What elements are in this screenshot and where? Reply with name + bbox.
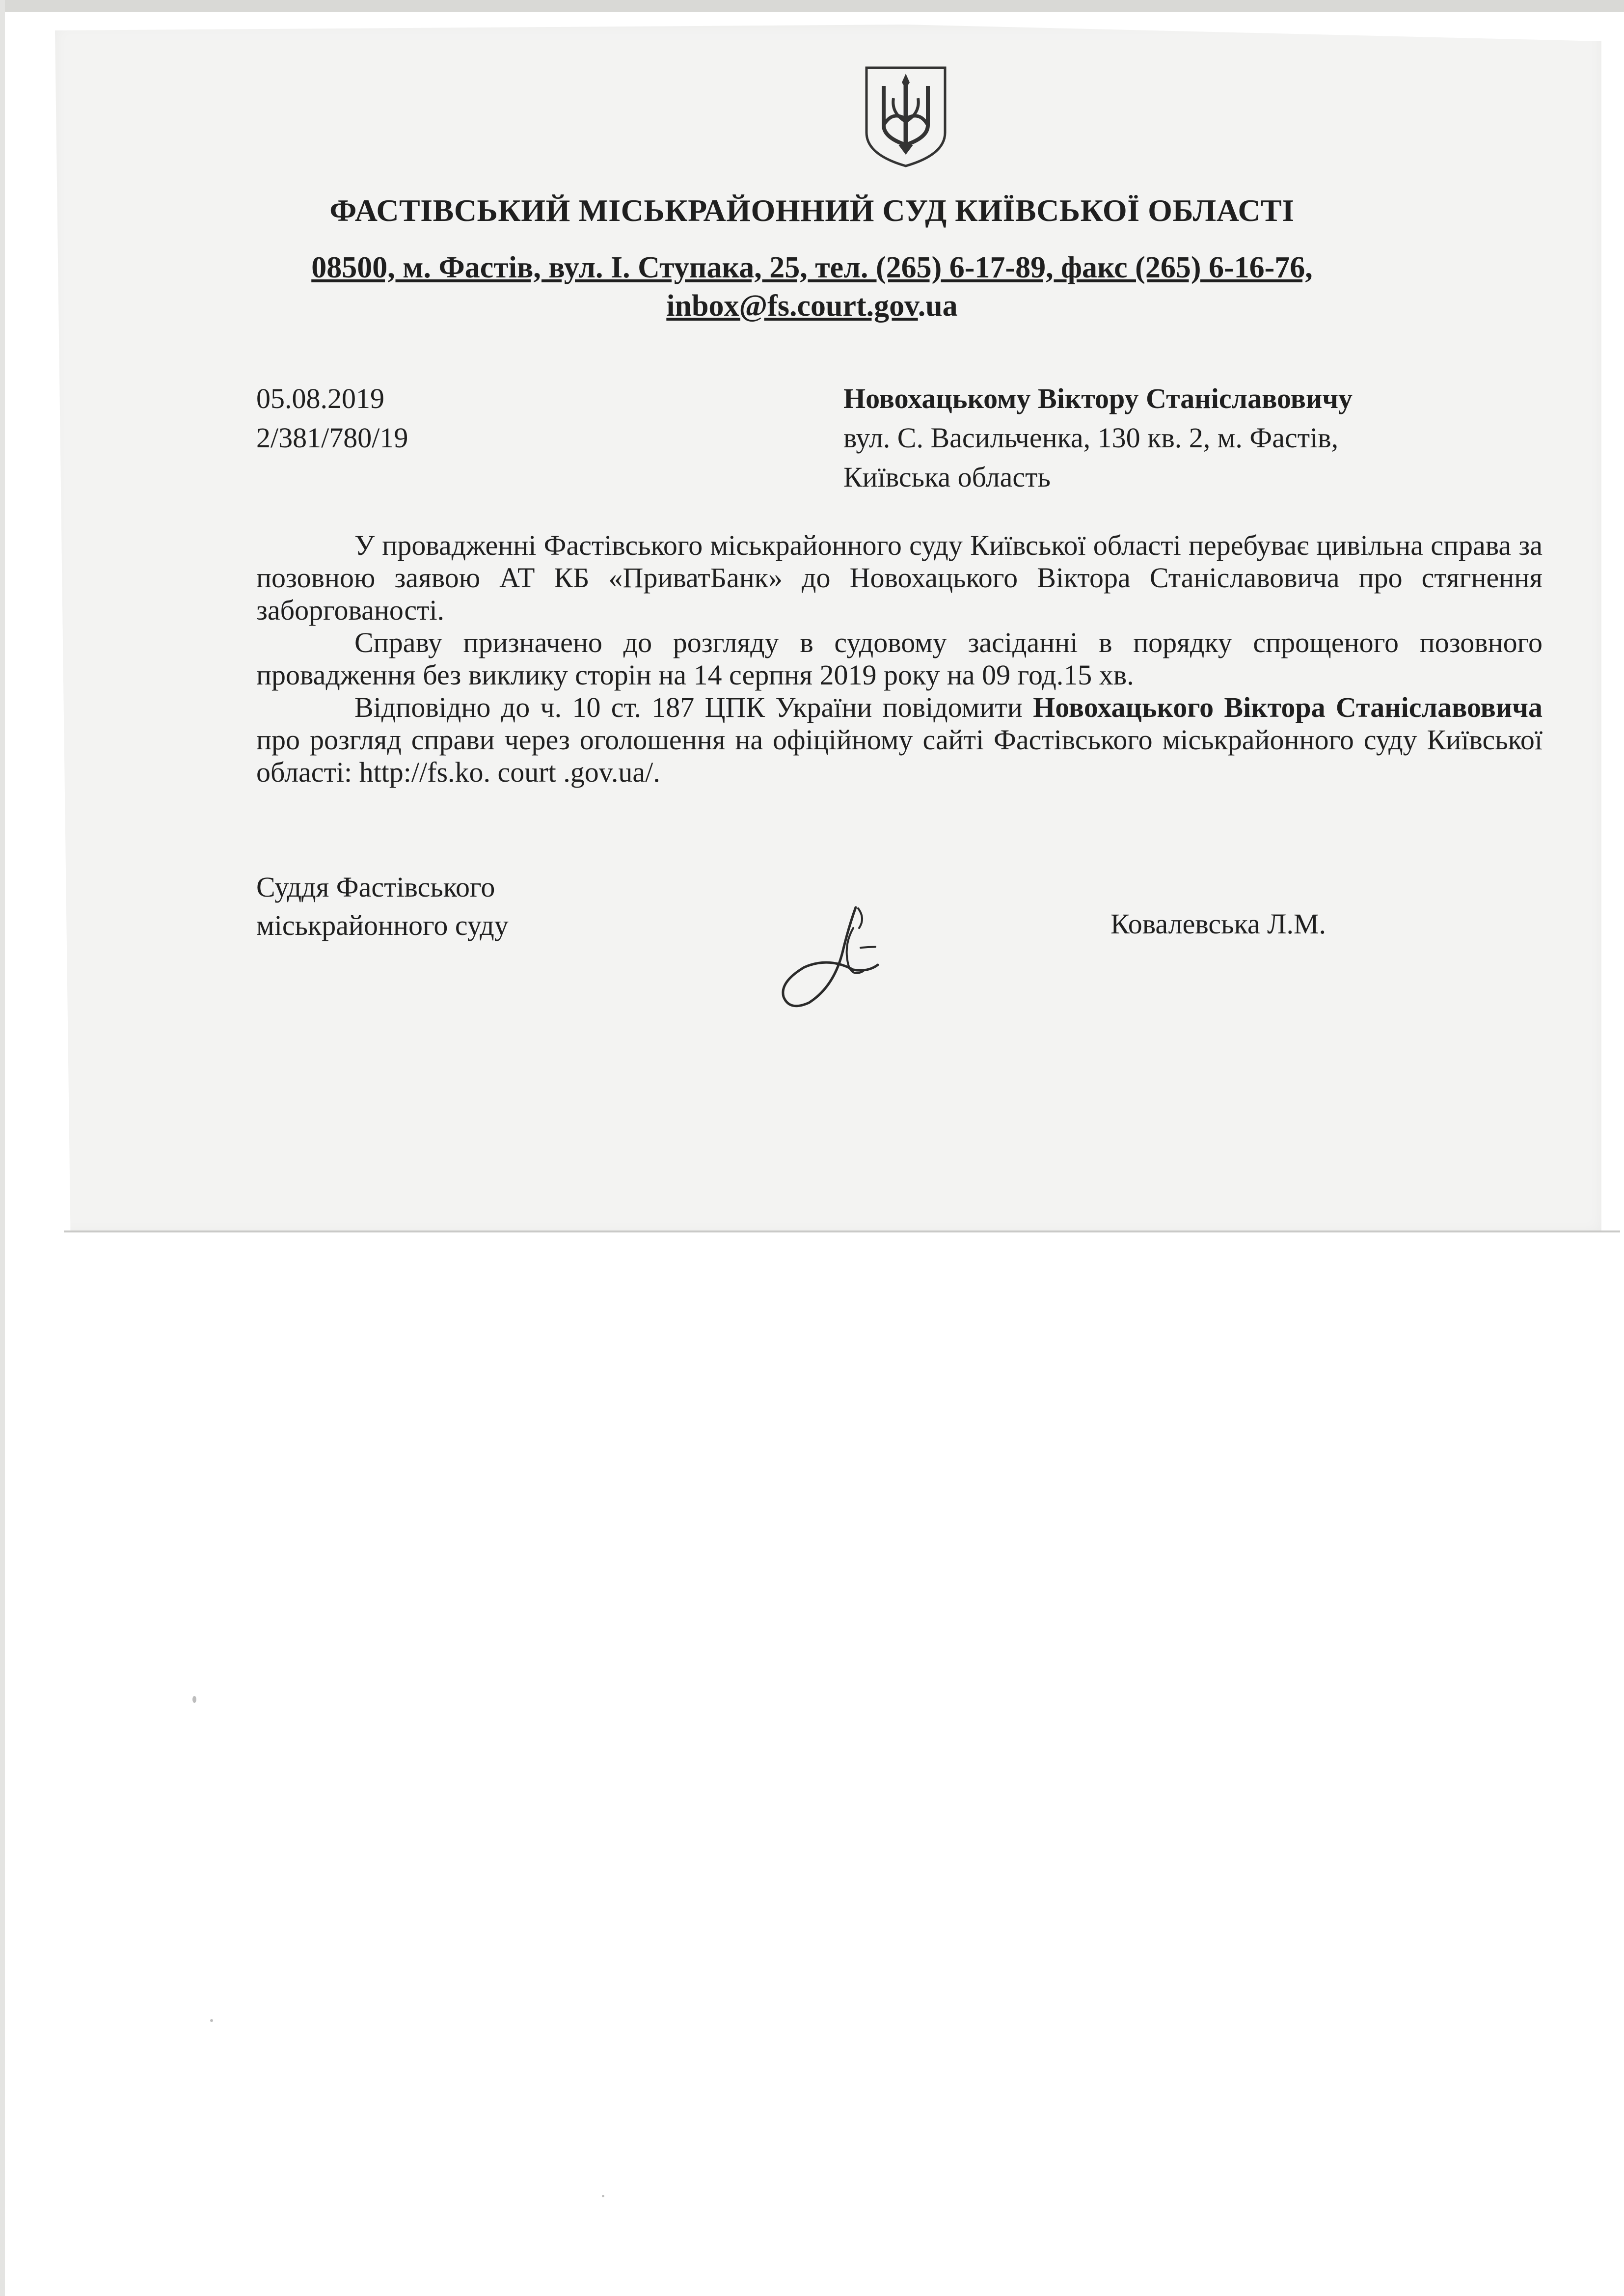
sheet-bottom-edge	[64, 1230, 1620, 1232]
court-name: ФАСТІВСЬКИЙ МІСЬКРАЙОННИЙ СУД КИЇВСЬКОЇ ОБЛАСТІ	[329, 193, 1295, 228]
court-email-tail: .ua	[918, 289, 958, 323]
paragraph-3-name: Новохацького Віктора Станіславовича	[1033, 691, 1543, 723]
recipient-address-line2: Київська область	[843, 461, 1051, 493]
court-email-line	[0, 289, 1624, 324]
scan-speck	[602, 2195, 604, 2197]
court-address: 08500, м. Фастів, вул. І. Ступака, 25, тел. (265) 6-17-89, факс (265) 6-16-76,	[311, 251, 1313, 284]
recipient-address-line1: вул. С. Васильченка, 130 кв. 2, м. Фастів,	[843, 422, 1339, 454]
signer-role-line2: міськрайонного суду	[256, 909, 509, 941]
judge-name: Ковалевська Л.М.	[1110, 908, 1326, 940]
court-email[interactable]: inbox@fs.court.gov	[666, 289, 918, 323]
scan-speck	[192, 1696, 196, 1703]
paragraph-3-rest: про розгляд справи через оголошення на офіційному сайті Фастівського міськрайонного суду Київської області: http://fs.ko. court .gov.ua/.	[256, 724, 1543, 788]
signer-role	[256, 868, 509, 945]
document-meta	[256, 379, 408, 458]
letter-body	[256, 529, 1543, 789]
body-paragraph-1: У провадженні Фастівського міськрайонного суду Київської області перебуває цивільна справа за позовною заявою АТ КБ «ПриватБанк» до Новохацького Віктора Станіславовича про стягнення заборгованості.	[256, 529, 1543, 626]
document-date: 05.08.2019	[256, 383, 384, 414]
body-paragraph-3	[256, 691, 1543, 789]
handwritten-signature	[775, 899, 922, 1016]
scan-edge-top	[0, 0, 1624, 12]
body-paragraph-2: Справу призначено до розгляду в судовому засіданні в порядку спрощеного позовного провадження без виклику сторін на 14 серпня 2019 року на 09 год.15 хв.	[256, 627, 1543, 691]
recipient-name: Новохацькому Віктору Станіславовичу	[843, 383, 1353, 414]
paragraph-3-intro: Відповідно до ч. 10 ст. 187 ЦПК України повідомити	[354, 691, 1033, 723]
trident-emblem-icon	[857, 64, 955, 169]
case-number: 2/381/780/19	[256, 422, 408, 454]
scan-edge-left	[0, 0, 5, 2296]
scan-speck	[210, 2019, 213, 2022]
recipient-block	[843, 379, 1353, 497]
signer-role-line1: Суддя Фастівського	[256, 871, 495, 903]
